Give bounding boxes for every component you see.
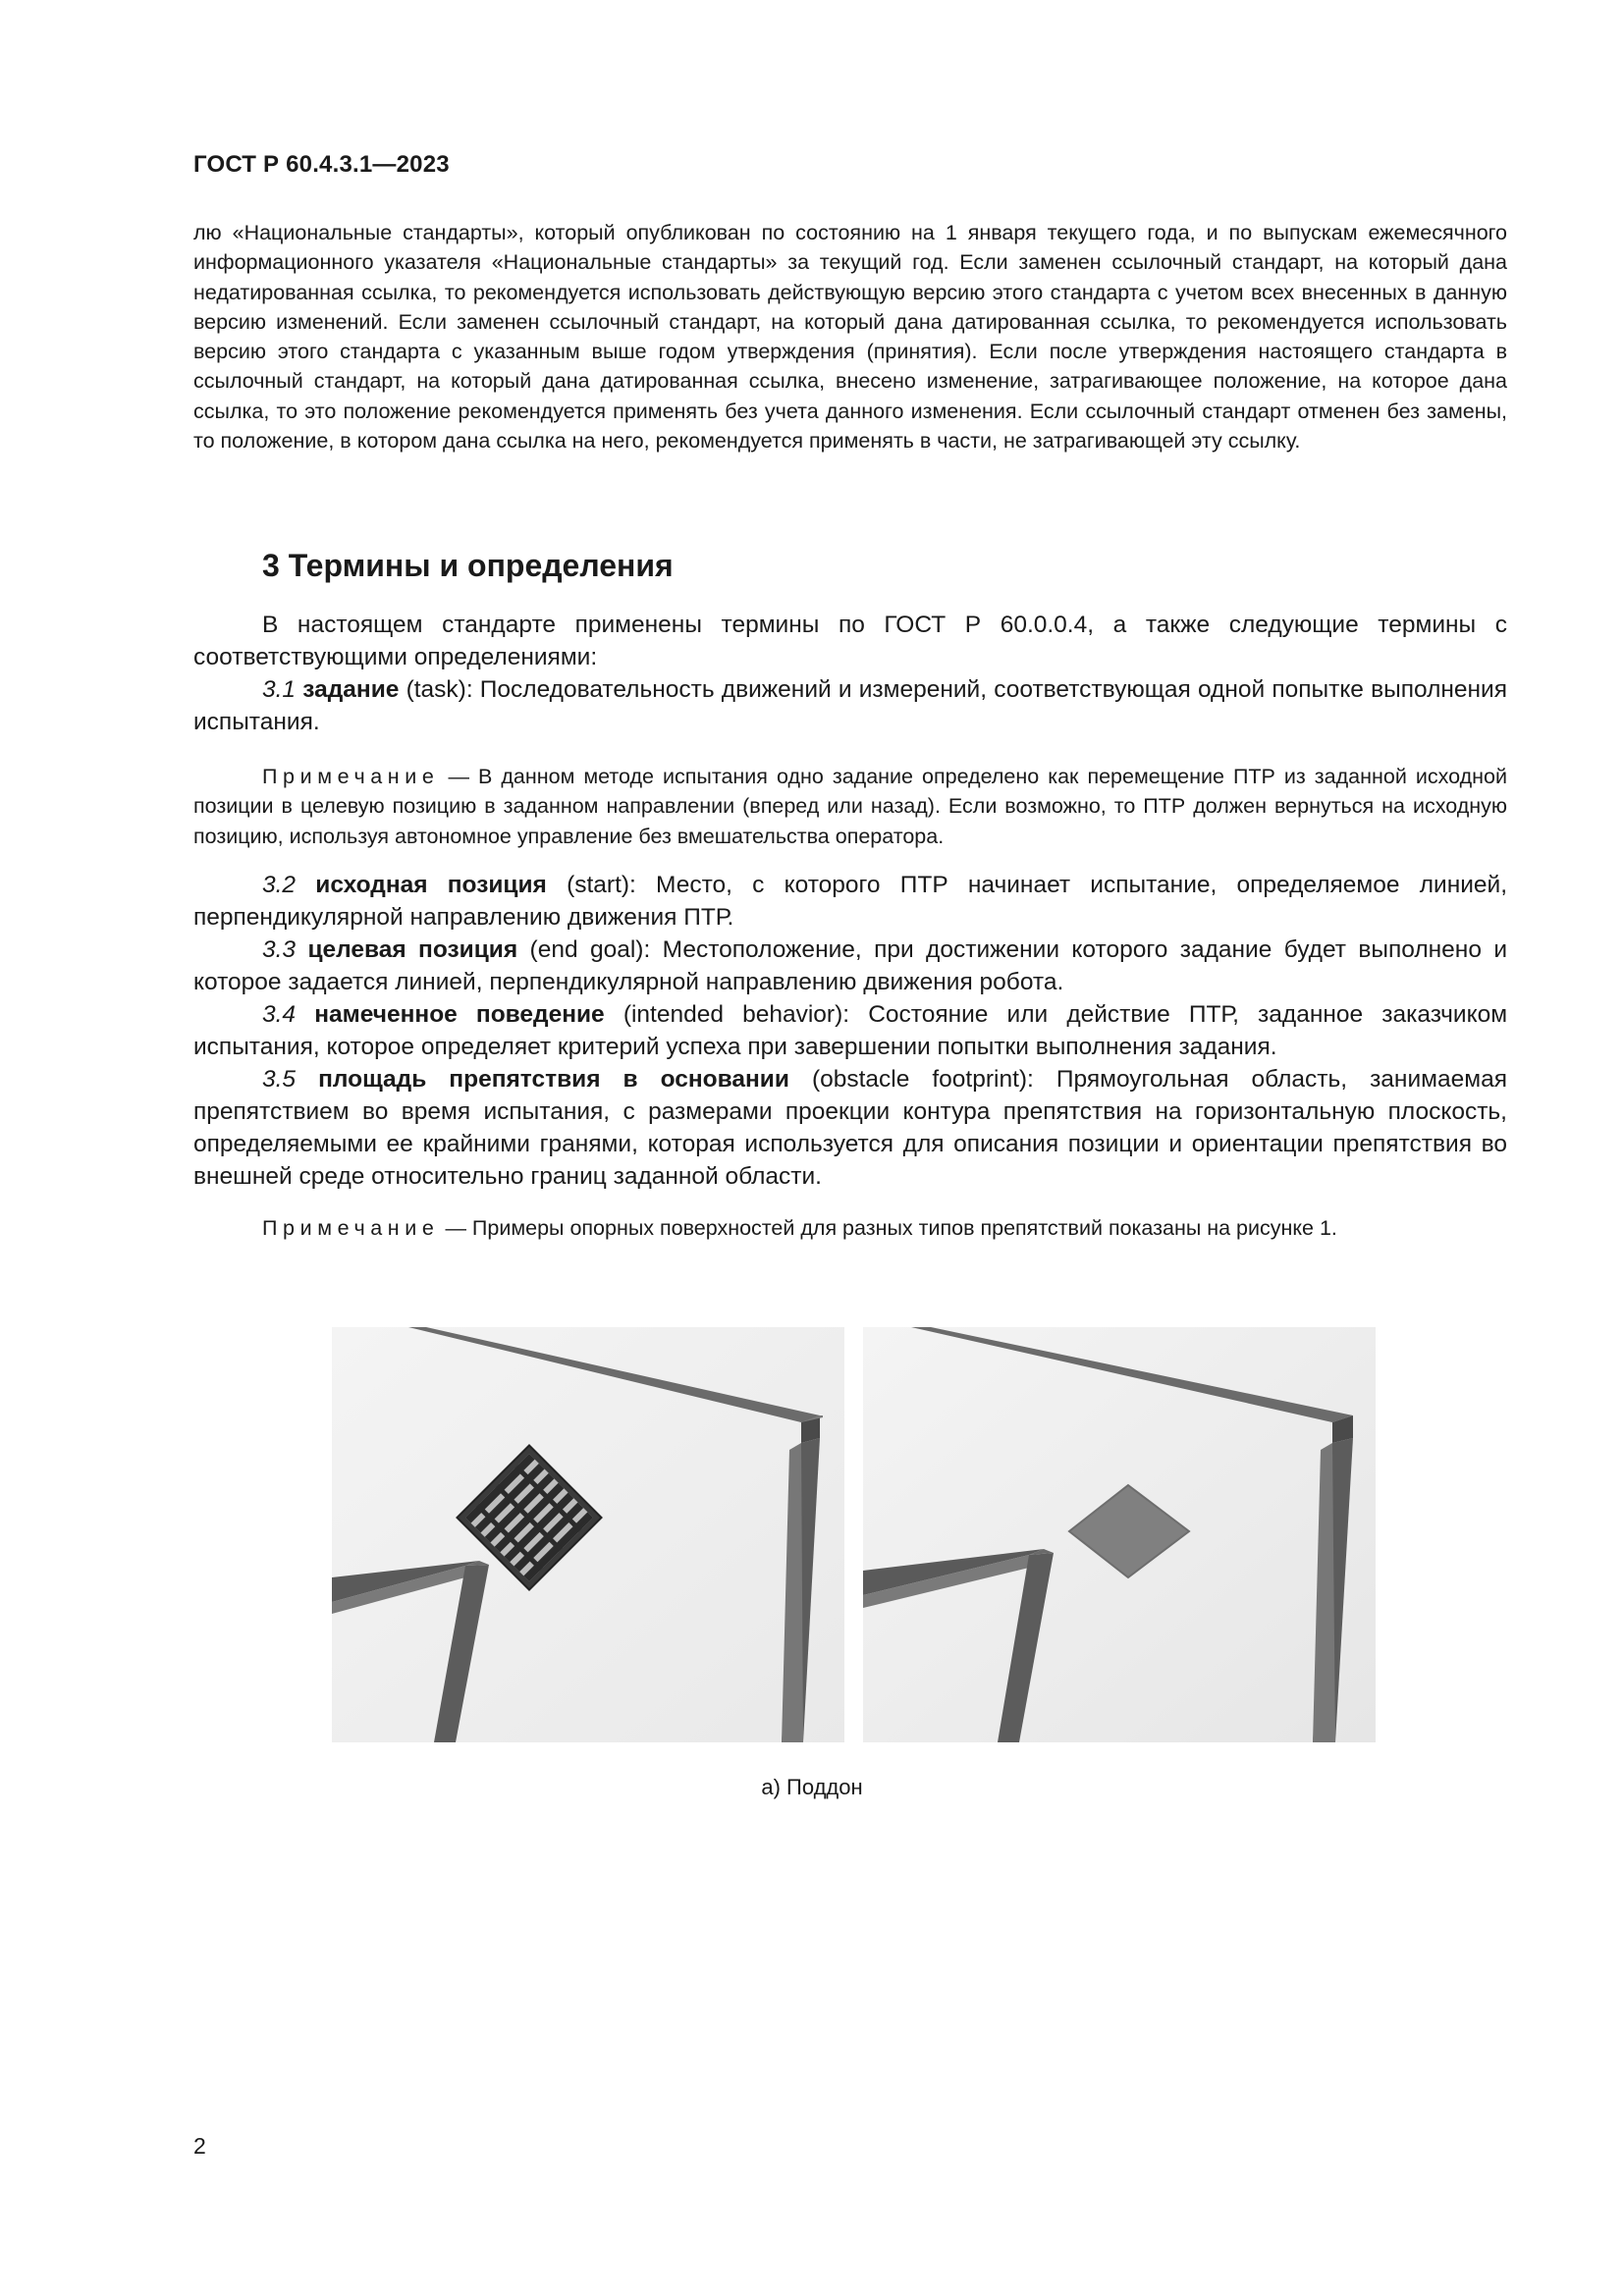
term-english: (task): xyxy=(406,676,473,703)
figure-caption: а) Поддон xyxy=(761,1775,863,1799)
term-number: 3.2 xyxy=(262,872,297,898)
term-name: исходная позиция xyxy=(315,872,547,898)
term-english: (start): xyxy=(567,872,636,898)
term-english: (end goal): xyxy=(529,936,651,963)
term-definition: Прямоугольная область, занимаемая препятствием во время испытания, с размерами проекции контура препятствия на горизонтальную плоскость, определяемыми ее крайними гранями, которая используется для описания позиции и ориентации препятствия во внешней среде относительно границ заданной области. xyxy=(193,1066,1507,1190)
term-number: 3.5 xyxy=(262,1066,297,1093)
term-name: целевая позиция xyxy=(307,936,518,963)
term-definition: Место, с которого ПТР начинает испытание, определяемое линией, перпендикулярной направлению движения ПТР. xyxy=(193,872,1508,931)
page-number: 2 xyxy=(193,2133,206,2159)
figure-pallet-illustration xyxy=(332,1327,1376,1742)
term-number: 3.1 xyxy=(262,676,297,703)
intro-paragraph: лю «Национальные стандарты», который опубликован по состоянию на 1 января текущего года, и по выпускам ежемесячного информационного указателя «Национальные стандарты» за текущий год. Если заменен ссылочный стандарт, на который дана недатированная ссылка, то рекомендуется использовать действующую версию этого стандарта с учетом всех внесенных в данную версию изменений. Если заменен ссылочный стандарт, на который дана датированная ссылка, то рекомендуется использовать версию этого стандарта с указанным выше годом утверждения (принятия). Если после утверждения настоящего стандарта в ссылочный стандарт, на который дана датированная ссылка, внесено изменение, затрагивающее положение, на которое дана ссылка, то это положение рекомендуется применять без учета данного изменения. Если ссылочный стандарт отменен без замены, то положение, в котором дана ссылка на него, рекомендуется применять в части, не затрагивающей эту ссылку. xyxy=(193,221,1507,454)
section-intro: В настоящем стандарте применены термины по ГОСТ Р 60.0.0.4, а также следующие термины с соответствующими определениями: xyxy=(193,612,1507,670)
note-label: Примечание xyxy=(262,765,440,788)
document-header: ГОСТ Р 60.4.3.1—2023 xyxy=(193,151,450,178)
note-text: — Примеры опорных поверхностей для разных типов препятствий показаны на рисунке 1. xyxy=(445,1216,1337,1240)
term-english: (obstacle footprint): xyxy=(811,1066,1034,1093)
term-definition: Последовательность движений и измерений, соответствующая одной попытке выполнения испытания. xyxy=(193,676,1508,735)
term-number: 3.3 xyxy=(262,936,297,963)
note-text: — В данном методе испытания одно задание определено как перемещение ПТР из заданной исходной позиции в целевую позицию в заданном направлении (вперед или назад). Если возможно, то ПТР должен вернуться на исходную позицию, используя автономное управление без вмешательства оператора. xyxy=(193,765,1507,848)
term-3-4 xyxy=(193,998,1507,1063)
section-title: 3 Термины и определения xyxy=(262,548,674,583)
term-name: намеченное поведение xyxy=(314,1001,605,1028)
term-3-5 xyxy=(193,1063,1507,1193)
term-number: 3.4 xyxy=(262,1001,297,1028)
note-1 xyxy=(193,762,1507,851)
term-definition: Местоположение, при достижении которого задание будет выполнено и которое задается линией, перпендикулярной направлению движения робота. xyxy=(193,936,1508,995)
term-name: задание xyxy=(302,676,400,703)
term-3-2 xyxy=(193,869,1507,934)
term-3-3 xyxy=(193,934,1507,998)
term-name: площадь препятствия в основании xyxy=(318,1066,789,1093)
note-label: Примечание xyxy=(262,1216,440,1240)
term-3-1 xyxy=(193,673,1507,738)
term-english: (intended behavior): xyxy=(623,1001,850,1028)
panel-left-pallet xyxy=(332,1327,844,1742)
note-2 xyxy=(193,1213,1507,1243)
term-definition: Состояние или действие ПТР, заданное заказчиком испытания, которое определяет критерий успеха при завершении попытки выполнения задания. xyxy=(193,1001,1508,1060)
panel-right-footprint xyxy=(863,1327,1376,1742)
